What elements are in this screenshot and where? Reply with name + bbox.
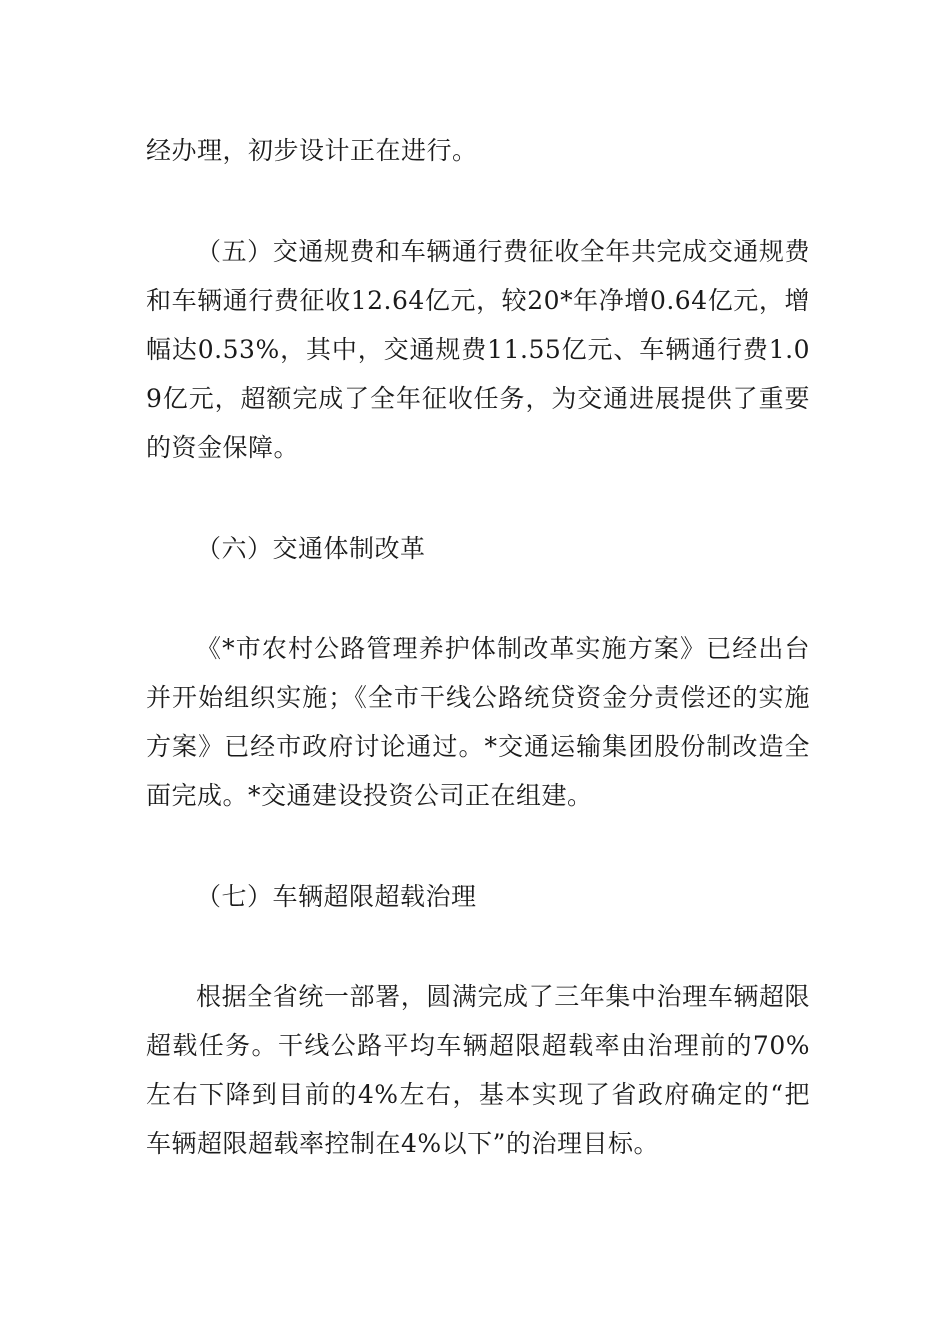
section-heading-system-reform: （六）交通体制改革 [196,534,426,563]
paragraph-continuation: 经办理，初步设计正在进行。 [146,136,478,165]
section-heading-overload-control: （七）车辆超限超载治理 [196,882,477,911]
paragraph-system-reform: 《*市农村公路管理养护体制改革实施方案》已经出台并开始组织实施；《全市干线公路统贷资金分责偿还的实施方案》已经市政府讨论通过。*交通运输集团股份制改造全面完成。*交通建设投资公司正在组建。 [146,634,810,810]
paragraph-traffic-fees: （五）交通规费和车辆通行费征收全年共完成交通规费和车辆通行费征收12.64亿元，较20*年净增0.64亿元，增幅达0.53%，其中，交通规费11.55亿元、车辆通行费1.09亿元，超额完成了全年征收任务，为交通进展提供了重要的资金保障。 [146,237,810,462]
paragraph-overload-control: 根据全省统一部署，圆满完成了三年集中治理车辆超限超载任务。干线公路平均车辆超限超载率由治理前的70%左右下降到目前的4%左右，基本实现了省政府确定的“把车辆超限超载率控制在4%以下”的治理目标。 [146,982,810,1158]
